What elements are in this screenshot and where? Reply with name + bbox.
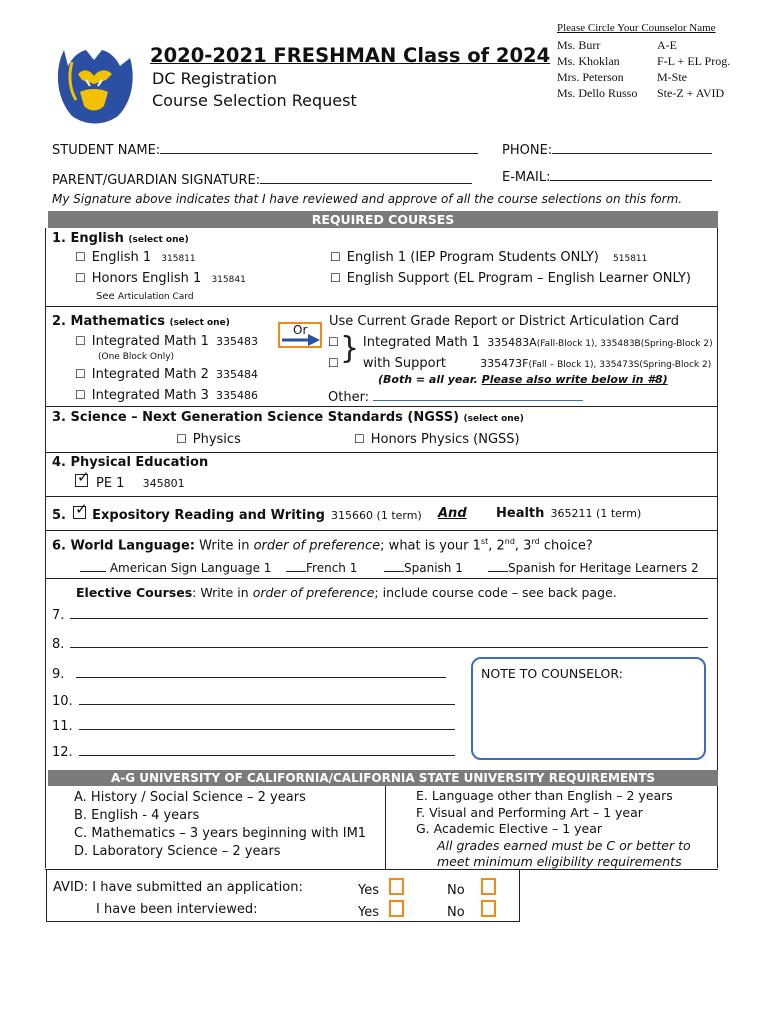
form-subtitle-registration: DC Registration bbox=[152, 69, 278, 88]
wl-sup: nd bbox=[504, 537, 515, 546]
avid-interview-yes[interactable] bbox=[358, 900, 404, 920]
english-see-note bbox=[96, 291, 194, 302]
checkbox-icon[interactable]: ☐ bbox=[330, 271, 341, 285]
yes-label: Yes bbox=[358, 905, 379, 920]
both-note: (Both = all year. bbox=[378, 373, 478, 386]
math-support-option-1[interactable] bbox=[328, 335, 713, 350]
electives-instr-post: ; include course code – see back page. bbox=[374, 585, 617, 600]
bracket-icon: } bbox=[340, 331, 360, 366]
option-label: PE 1 bbox=[96, 476, 125, 491]
wl-option-asl[interactable] bbox=[80, 559, 271, 575]
phone-field[interactable] bbox=[502, 141, 712, 158]
counselor-name: Ms. Khoklan bbox=[557, 54, 620, 68]
no-label: No bbox=[447, 883, 465, 898]
course-code: 315811 bbox=[161, 254, 196, 264]
electives-label: Elective Courses bbox=[76, 585, 193, 600]
checkbox-icon[interactable]: ☐ bbox=[75, 334, 86, 348]
both-note-2: Please also write below in #8) bbox=[481, 373, 668, 386]
wl-option-french[interactable] bbox=[286, 559, 357, 575]
math-section-title bbox=[52, 314, 230, 329]
health-code: 365211 (1 term) bbox=[550, 507, 642, 520]
math-select-note: (select one) bbox=[169, 318, 230, 328]
counselor-name: Ms. Dello Russo bbox=[557, 86, 638, 100]
checkbox-icon[interactable] bbox=[389, 878, 404, 895]
erw-divider bbox=[45, 530, 718, 531]
ag-grade-note-2: meet minimum eligibility requirements bbox=[437, 854, 682, 869]
counselor-name: Mrs. Peterson bbox=[557, 70, 624, 84]
form-title: 2020-2021 FRESHMAN Class of 2024 bbox=[150, 44, 551, 67]
science-option-honors-physics[interactable] bbox=[354, 432, 520, 447]
school-logo bbox=[50, 40, 138, 128]
math-divider bbox=[45, 406, 718, 407]
wl-sep: , 2 bbox=[488, 538, 505, 554]
erw-row bbox=[52, 500, 422, 523]
wl-sup: st bbox=[480, 537, 489, 546]
elective-line-7[interactable] bbox=[52, 606, 708, 623]
checkbox-icon[interactable]: ☐ bbox=[75, 271, 86, 285]
course-code: 335473F bbox=[480, 357, 529, 370]
pe-divider bbox=[45, 496, 718, 497]
or-label: Or bbox=[293, 323, 308, 337]
science-divider bbox=[45, 452, 718, 453]
wl-sup: rd bbox=[531, 537, 540, 546]
english-option-4[interactable] bbox=[330, 271, 691, 286]
wl-instr-em: order of preference bbox=[253, 538, 381, 554]
math-option-1[interactable] bbox=[75, 334, 258, 349]
option-label: Honors English 1 bbox=[91, 271, 202, 286]
health-label: Health bbox=[496, 506, 545, 521]
ag-requirement: B. English - 4 years bbox=[74, 808, 200, 823]
elective-number: 11. bbox=[52, 719, 73, 734]
avid-application-no[interactable] bbox=[447, 878, 496, 898]
option-label: Integrated Math 1 bbox=[91, 334, 209, 349]
course-code-note: (Fall-Block 1), 335483B(Spring-Block 2) bbox=[536, 339, 713, 349]
course-code: 345801 bbox=[142, 477, 185, 490]
math-title: 2. Mathematics bbox=[52, 314, 165, 329]
electives-instr-pre: : Write in bbox=[192, 585, 249, 600]
yes-label: Yes bbox=[358, 883, 379, 898]
option-label: Spanish for Heritage Learners 2 bbox=[508, 561, 699, 575]
wl-sep: , 3 bbox=[514, 538, 532, 554]
required-courses-header: REQUIRED COURSES bbox=[48, 211, 718, 228]
english-option-1[interactable] bbox=[75, 250, 196, 265]
checkbox-icon[interactable]: ☐ bbox=[75, 367, 86, 381]
science-select-note: (select one) bbox=[463, 414, 524, 424]
health-course bbox=[496, 506, 641, 521]
elective-line-11[interactable] bbox=[52, 717, 455, 734]
math-use-current-note: Use Current Grade Report or District Articulation Card bbox=[329, 314, 679, 329]
option-label: Physics bbox=[192, 432, 241, 447]
ag-requirement: D. Laboratory Science – 2 years bbox=[74, 844, 281, 859]
ag-grade-note: All grades earned must be C or better to bbox=[437, 837, 691, 853]
or-arrow-callout bbox=[278, 322, 322, 348]
avid-interview-no[interactable] bbox=[447, 900, 496, 920]
elective-number: 7. bbox=[52, 608, 65, 623]
math-option-1-note: (One Block Only) bbox=[98, 352, 175, 362]
note-to-counselor-label: NOTE TO COUNSELOR: bbox=[481, 666, 623, 681]
course-code-note: (Fall – Block 1), 335473S(Spring-Block 2) bbox=[528, 360, 712, 370]
option-label: Spanish 1 bbox=[404, 561, 463, 575]
course-code: 335486 bbox=[216, 389, 259, 402]
ag-right-list bbox=[416, 788, 691, 871]
ag-requirement: A. History / Social Science – 2 years bbox=[74, 790, 306, 805]
pe-option[interactable] bbox=[75, 468, 185, 491]
option-label: with Support bbox=[362, 356, 447, 371]
checked-checkbox-icon[interactable] bbox=[73, 500, 88, 519]
electives-instr-em: order of preference bbox=[252, 585, 375, 600]
ag-requirement: C. Mathematics – 3 years beginning with IM1 bbox=[74, 826, 367, 841]
ag-requirement: F. Visual and Performing Art – 1 year bbox=[416, 804, 643, 820]
phone-label: PHONE: bbox=[502, 143, 553, 158]
checkmark-icon: ✓ bbox=[77, 468, 90, 486]
signature-note: My Signature above indicates that I have reviewed and approve of all the course selections on this form. bbox=[52, 192, 683, 206]
option-label: English 1 (IEP Program Students ONLY) bbox=[346, 250, 599, 265]
world-language-title bbox=[52, 537, 593, 553]
option-label: English Support (EL Program – English Learner ONLY) bbox=[346, 271, 692, 286]
arrow-right-icon bbox=[282, 334, 320, 346]
email-field[interactable] bbox=[502, 168, 712, 185]
wl-instr-end: choice? bbox=[539, 538, 593, 554]
wl-option-spanish-heritage[interactable] bbox=[488, 559, 699, 575]
english-divider bbox=[45, 306, 718, 307]
erw-number: 5. bbox=[52, 508, 66, 523]
checkbox-icon[interactable]: ☐ bbox=[328, 335, 339, 349]
other-label: Other: bbox=[328, 390, 370, 405]
checkbox-icon[interactable]: ☐ bbox=[354, 432, 365, 446]
english-title: 1. English bbox=[52, 231, 124, 246]
option-label: Integrated Math 2 bbox=[91, 367, 209, 382]
left-border bbox=[45, 228, 46, 868]
elective-number: 12. bbox=[52, 745, 73, 760]
checkbox-icon[interactable] bbox=[389, 900, 404, 917]
checkbox-icon[interactable]: ☐ bbox=[75, 250, 86, 264]
see-label: See bbox=[96, 291, 115, 302]
checked-checkbox-icon[interactable] bbox=[75, 468, 90, 487]
counselor-range: M-Ste bbox=[657, 70, 687, 84]
english-section-title bbox=[52, 231, 189, 246]
option-label: Integrated Math 3 bbox=[91, 388, 209, 403]
ag-middle-divider bbox=[385, 786, 386, 870]
checkbox-icon[interactable]: ☐ bbox=[176, 432, 187, 446]
course-code: 515811 bbox=[613, 254, 648, 264]
counselor-row[interactable] bbox=[557, 37, 730, 53]
avid-application-yes[interactable] bbox=[358, 878, 404, 898]
course-code: 315841 bbox=[211, 275, 246, 285]
electives-title bbox=[76, 585, 617, 600]
see-note: Articulation Card bbox=[117, 292, 194, 302]
counselor-range: F-L + EL Prog. bbox=[657, 54, 731, 68]
english-option-3[interactable] bbox=[330, 250, 647, 265]
counselor-row[interactable] bbox=[557, 69, 730, 85]
elective-line-8[interactable] bbox=[52, 635, 708, 652]
math-other-field[interactable] bbox=[328, 388, 583, 405]
checkmark-icon: ✓ bbox=[75, 500, 88, 518]
checkbox-icon[interactable]: ☐ bbox=[330, 250, 341, 264]
erw-code: 315660 (1 term) bbox=[331, 509, 422, 522]
english-select-note: (select one) bbox=[128, 235, 189, 245]
wl-instr-pre: Write in bbox=[199, 538, 250, 554]
ag-requirement: E. Language other than English – 2 years bbox=[416, 788, 673, 803]
no-label: No bbox=[447, 905, 465, 920]
counselor-heading: Please Circle Your Counselor Name bbox=[557, 22, 716, 34]
ag-requirements-header: A-G UNIVERSITY OF CALIFORNIA/CALIFORNIA STATE UNIVERSITY REQUIREMENTS bbox=[48, 770, 718, 786]
checkbox-icon[interactable]: ☐ bbox=[328, 356, 339, 370]
option-label: American Sign Language 1 bbox=[109, 561, 272, 575]
course-code: 335483A bbox=[487, 336, 537, 349]
note-to-counselor-box[interactable] bbox=[471, 657, 706, 760]
wl-title: 6. World Language: bbox=[52, 538, 195, 554]
ag-requirement: G. Academic Elective – 1 year bbox=[416, 821, 603, 836]
elective-number: 8. bbox=[52, 637, 65, 652]
elective-line-10[interactable] bbox=[52, 692, 455, 709]
form-subtitle-course-selection: Course Selection Request bbox=[152, 91, 357, 110]
science-title: 3. Science – Next Generation Science Standards (NGSS) bbox=[52, 410, 460, 425]
checkbox-icon[interactable] bbox=[481, 900, 496, 917]
counselor-name: Ms. Burr bbox=[557, 38, 601, 52]
math-both-note bbox=[378, 373, 668, 386]
math-option-3[interactable] bbox=[75, 388, 258, 403]
course-code: 335484 bbox=[216, 368, 259, 381]
math-option-2[interactable] bbox=[75, 367, 258, 382]
counselor-row[interactable] bbox=[557, 85, 730, 101]
avid-interview-label: I have been interviewed: bbox=[96, 902, 258, 917]
counselor-range: A-E bbox=[657, 38, 677, 52]
student-name-field[interactable] bbox=[52, 141, 478, 158]
student-name-label: STUDENT NAME: bbox=[52, 143, 161, 158]
science-section-title bbox=[52, 410, 524, 425]
parent-signature-field[interactable] bbox=[52, 171, 472, 188]
language-divider bbox=[45, 578, 718, 579]
erw-and: And bbox=[438, 506, 467, 521]
counselor-row[interactable] bbox=[557, 53, 730, 69]
elective-line-9[interactable] bbox=[52, 665, 446, 682]
option-label: Honors Physics (NGSS) bbox=[370, 432, 520, 447]
counselor-range: Ste-Z + AVID bbox=[657, 86, 725, 100]
math-support-option-2[interactable] bbox=[328, 356, 711, 371]
email-label: E-MAIL: bbox=[502, 170, 551, 185]
wl-option-spanish[interactable] bbox=[384, 559, 463, 575]
erw-course: Expository Reading and Writing bbox=[92, 508, 325, 523]
checkbox-icon[interactable]: ☐ bbox=[75, 388, 86, 402]
counselor-list bbox=[557, 37, 730, 101]
elective-number: 10. bbox=[52, 694, 73, 709]
ag-left-list bbox=[74, 789, 366, 861]
option-label: Integrated Math 1 bbox=[362, 335, 481, 350]
elective-line-12[interactable] bbox=[52, 743, 455, 760]
english-option-2[interactable] bbox=[75, 271, 246, 286]
elective-number: 9. bbox=[52, 667, 65, 682]
science-option-physics[interactable] bbox=[176, 432, 241, 447]
wl-instr-post: ; what is your 1 bbox=[380, 538, 481, 554]
avid-application-label: AVID: I have submitted an application: bbox=[53, 880, 303, 895]
pe-section-title: 4. Physical Education bbox=[52, 455, 209, 470]
parent-signature-label: PARENT/GUARDIAN SIGNATURE: bbox=[52, 173, 261, 188]
checkbox-icon[interactable] bbox=[481, 878, 496, 895]
option-label: English 1 bbox=[91, 250, 152, 265]
course-code: 335483 bbox=[216, 335, 259, 348]
option-label: French 1 bbox=[306, 561, 358, 575]
